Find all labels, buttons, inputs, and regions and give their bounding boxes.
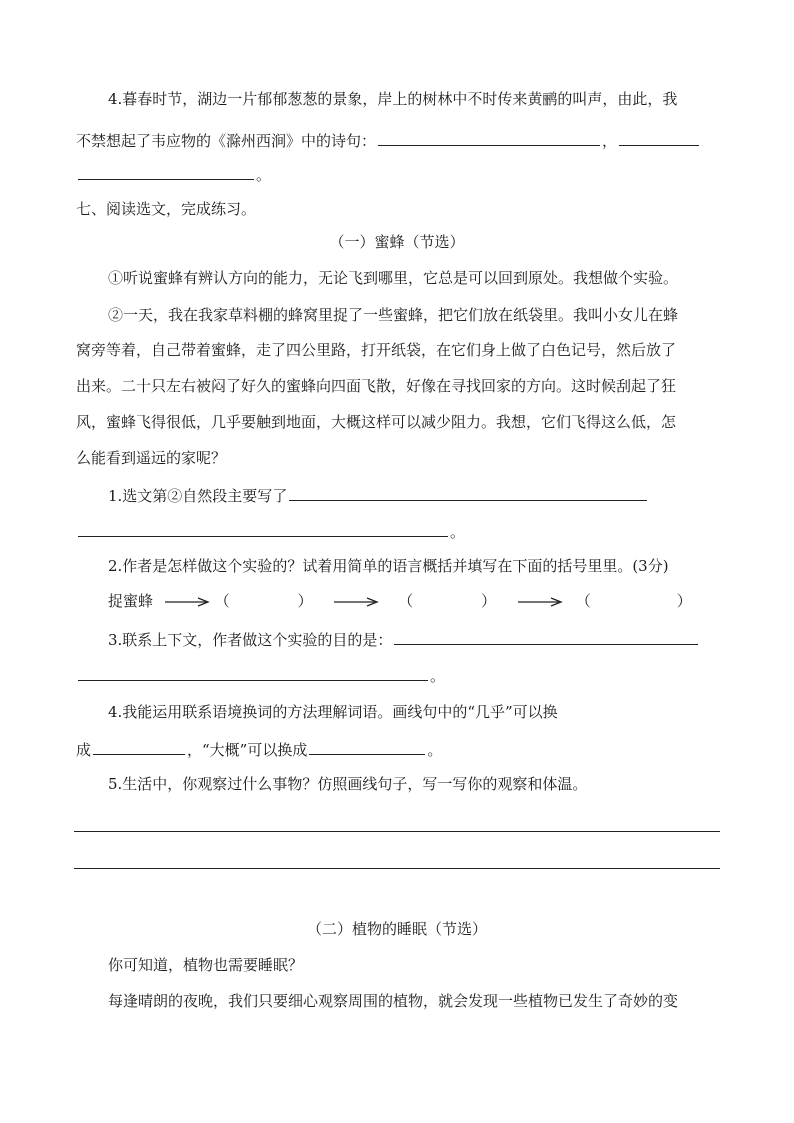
poem-line1-blank[interactable] — [378, 129, 600, 146]
passage1-p2-line3: 出来。二十只左右被闷了好久的蜜蜂向四面飞散，好像在寻找回家的方向。这时候刮起了狂 — [76, 377, 677, 395]
passage1-p1: ①听说蜜蜂有辨认方向的能力，无论飞到哪里，它总是可以回到原处。我想做个实验。 — [108, 269, 679, 287]
q4-top-line2 — [76, 129, 701, 151]
question-3-text: 3.联系上下文，作者做这个实验的目的是： — [108, 631, 393, 649]
passage2-p2: 每逢晴朗的夜晚，我们只要细心观察周围的植物，就会发现一些植物已发生了奇妙的变 — [108, 992, 679, 1010]
q4-jihu-blank[interactable] — [93, 738, 185, 755]
q2-blank-2[interactable]: （ ） — [398, 592, 497, 610]
q2-start-label: 捉蜜蜂 — [108, 592, 154, 610]
section7-heading: 七、阅读选文，完成练习。 — [76, 200, 257, 218]
arrow-right-icon — [517, 596, 563, 608]
q4-top-sep: ， — [602, 132, 618, 150]
q4-cheng: 成 — [76, 741, 92, 759]
q1-end: 。 — [450, 523, 466, 541]
q3-end: 。 — [430, 667, 446, 685]
poem-line2-blank-end[interactable] — [78, 163, 254, 180]
question-1-cont — [76, 520, 465, 542]
q2-blank-1[interactable]: （ ） — [214, 592, 313, 610]
q4-top-line3 — [76, 163, 271, 185]
poem-line2-blank-start[interactable] — [619, 129, 699, 146]
passage1-p2-line1: ②一天，我在我家草料棚的蜂窝里捉了一些蜜蜂，把它们放在纸袋里。我叫小女儿在蜂 — [108, 306, 679, 324]
passage2-p1: 你可知道，植物也需要睡眠？ — [108, 956, 304, 974]
q4-top-line1: 4.暮春时节，湖边一片郁郁葱葱的景象，岸上的树林中不时传来黄鹂的叫声，由此，我 — [108, 90, 678, 108]
question-1-text: 1.选文第②自然段主要写了 — [108, 487, 288, 505]
arrow-right-icon — [333, 596, 379, 608]
q1-answer-blank-2[interactable] — [78, 520, 448, 537]
passage1-p2-line2: 窝旁等着，自己带着蜜蜂，走了四公里路，打开纸袋，在它们身上做了白色记号，然后放了 — [76, 341, 677, 359]
question-4-cont — [76, 738, 442, 760]
q2-blank-3[interactable]: （ ） — [575, 592, 692, 610]
q4-end: 。 — [427, 741, 443, 759]
q4-top-end: 。 — [256, 166, 272, 184]
q5-answer-line-1[interactable] — [74, 831, 720, 832]
q4-dagai-blank[interactable] — [309, 738, 425, 755]
question-3-cont — [76, 664, 445, 686]
question-2: 2.作者是怎样做这个实验的？试着用简单的语言概括并填写在下面的括号里里。(3分) — [108, 557, 669, 575]
question-2-flow — [108, 591, 694, 611]
passage1-title: （一）蜜蜂（节选） — [329, 233, 465, 251]
arrow-right-icon — [164, 596, 210, 608]
question-4: 4.我能运用联系语境换词的方法理解词语。画线句中的“几乎”可以换 — [108, 703, 558, 721]
passage1-p2-line4: 风，蜜蜂飞得很低，几乎要触到地面，大概这样可以减少阻力。我想，它们飞得这么低，怎 — [76, 413, 677, 431]
passage1-p2-line5: 么能看到遥远的家呢？ — [76, 449, 227, 467]
q4-mid: ，“大概”可以换成 — [187, 741, 308, 759]
q3-answer-blank-2[interactable] — [78, 664, 428, 681]
q4-top-prompt: 不禁想起了韦应物的《滁州西涧》中的诗句： — [76, 132, 377, 150]
question-1 — [108, 484, 649, 506]
q5-answer-line-2[interactable] — [74, 868, 720, 869]
question-5: 5.生活中，你观察过什么事物？仿照画线句子，写一写你的观察和体温。 — [108, 775, 588, 793]
q1-answer-blank-1[interactable] — [289, 484, 647, 501]
q3-answer-blank-1[interactable] — [394, 628, 698, 645]
passage2-title: （二）植物的睡眠（节选） — [306, 920, 487, 938]
question-3 — [108, 628, 700, 650]
